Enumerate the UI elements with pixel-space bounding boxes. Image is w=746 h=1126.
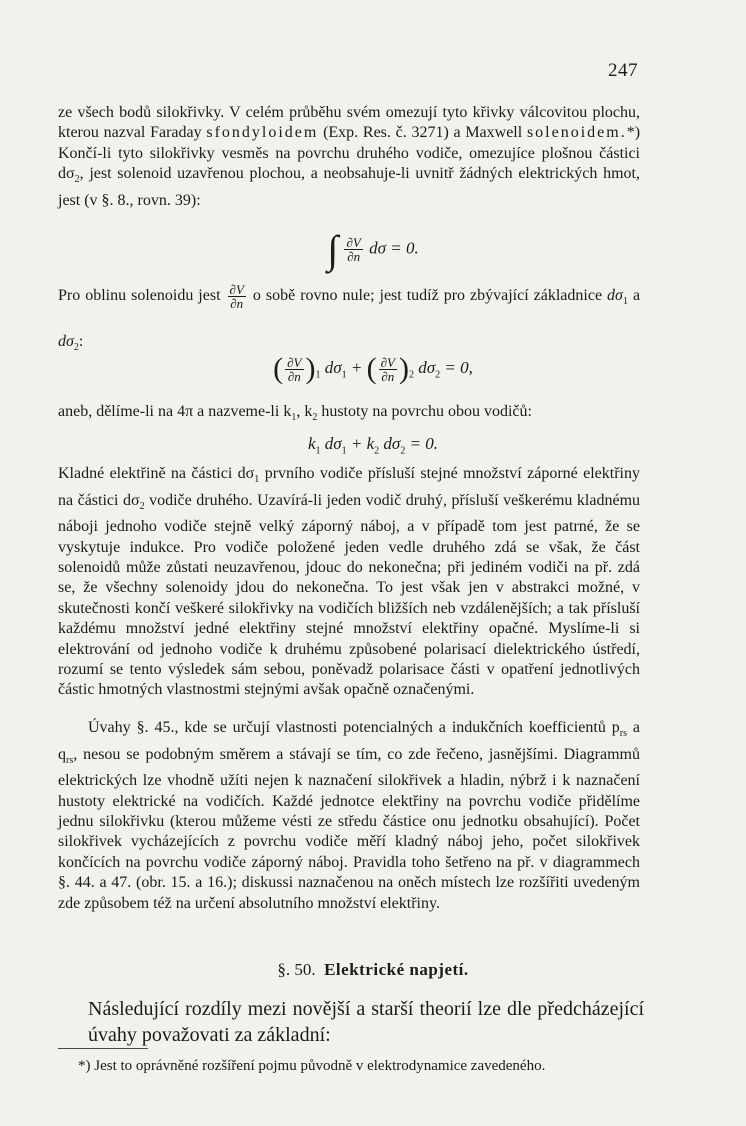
fraction: $\frac{\partial V}{\partial n}$ [287, 354, 302, 384]
paragraph-5: Úvahy §. 45., kde se určují vlastnosti potencialných a indukčních koefficientů $p_{rs}$ a $q_{rs}$, nesou se podobným směrem a stávají se tím, co zde řečeno, jasnějšími. Diagrammů elektrických lze vhodně užíti nejen k naznačení silokřivek a hladin, nýbrž i k naznačení hustoty elektrické na vodičích. Každé jednotce elektřiny na povrchu vodiče přidělíme jednu silokřivku (kterou můžeme vésti ze středu částice onu jednotku obsahující). Počet silokřivek vycházejících z povrchu vodiče měří kladný náboj jeho, počet silokřivek končících na povrchu vodiče záporný náboj. Pravidla toho šetřeno na př. v diagrammech §. 44. a 47. (obr. 15. a 16.); diskussi naznačenou na oněch místech lze rozšířiti uvedeným zde způsobem též na určení absolutního množství elektřiny. [58, 719, 641, 912]
paragraph-1: ze všech bodů silokřivky. V celém průběhu svém omezují tyto křivky válcovitou plochu, kterou nazval Faraday sfondyloidem (Exp. Res. č. 3271) a Maxwell solenoidem.*) Končí-li tyto silokřivky vesměs na povrchu druhého vodiče, omezujíce plošnou částici $d\sigma_2$, jest solenoid uzavřenou plochou, a neobsahuje-li uvnitř žádných elektrických hmot, jest (v §. 8., rovn. 39): [58, 104, 641, 209]
paragraph-2: Pro oblinu solenoidu jest $\frac{\partial V}{\partial n}$ o sobě rovno nule; jest tudíž pro zbývající základnice $d\sigma_1$ a $d\sigma_2$: [58, 281, 641, 354]
equation-2: ( $\frac{\partial V}{\partial n}$ )$_1$ $d\sigma_1$ + ( $\frac{\partial V}{\partial n}$ )$_2$ $d\sigma_2 = 0$, [273, 352, 473, 385]
paragraph-4: Kladné elektřině na částici $d\sigma_1$ prvního vodiče přísluší stejné množství záporné elektřiny na částici $d\sigma_2$ vodiče druhého. Uzavírá-li jeden vodič druhý, přísluší veškerému kladnému náboji jednoho vodiče stejně velký záporný náboj, a v případě tom jest patrné, že se vyskytuje indukce. Pro vodiče položené jeden vedle druhého zdá se však, že část solenoidů může zůstati neuzavřenou, jdouc do nekonečna; při jediném vodiči na př. zdá se, že všechny solenoidy jdou do nekonečna. To jest však jen v abstrakci možné, v skutečnosti končí veškeré silokřivky na vodičích bližších neb vzdálenějších; a tak přísluší každému množství jedné elektřiny stejné množství elektřiny opačné. Myslíme-li si elektrování od jednoho vodiče k druhému způsobené polarisací dielektrického ústředí, rozumí se tento výsledek sám sebou, poněvadž polarisace části v opatření jednotlivých částic hmotných vlastnostmi stejnými avšak opačně označenými. [58, 465, 641, 699]
fraction: $\frac{\partial V}{\partial n}$ [380, 354, 395, 384]
page-number: 247 [608, 60, 638, 81]
footnote: *) Jest to oprávněné rozšíření pojmu původně v elektrodynamice zavedeného. [78, 1058, 546, 1074]
section-heading: §. 50. Elektrické napjetí. [277, 960, 469, 979]
fraction: $\frac{\partial V}{\partial n}$ [346, 235, 361, 264]
equation-3: $k_1$ $d\sigma_1 + k_2$ $d\sigma_2 = 0$. [307, 434, 439, 457]
paragraph-3: aneb, dělíme-li na 4π a nazveme-li $k_1$, $k_2$ hustoty na povrchu obou vodičů: [58, 403, 532, 424]
integral-sign-icon: ∫ [327, 227, 339, 272]
footnote-divider [58, 1048, 148, 1049]
equation-1: ∫ $\frac{\partial V}{\partial n}$ dσ = 0. [327, 227, 419, 272]
fraction: $\frac{\partial V}{\partial n}$ [229, 281, 244, 311]
paragraph-6: Následující rozdíly mezi novější a starší theorií lze dle předcházející úvahy považovati za základní: [88, 998, 644, 1046]
